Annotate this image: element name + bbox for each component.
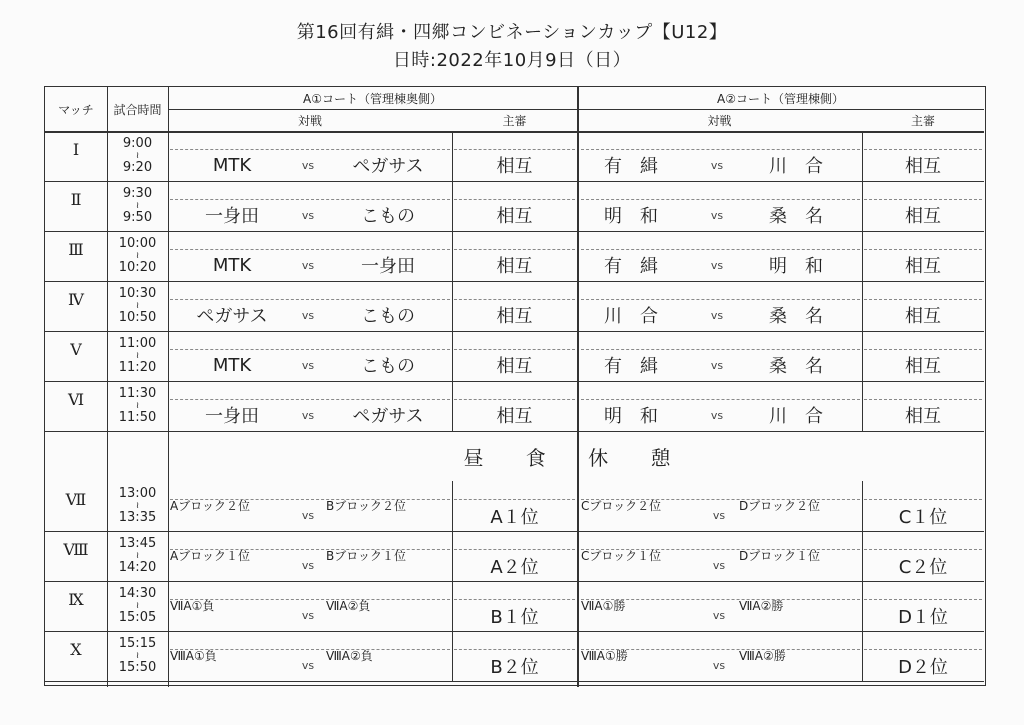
- a1-home-team: Aブロック１位: [170, 548, 250, 563]
- match-time: [107, 133, 168, 179]
- a1-home-team: MTK: [212, 354, 252, 376]
- vs-label: vs: [301, 158, 315, 172]
- vs-label: vs: [712, 658, 726, 672]
- a1-referee: B１位: [490, 607, 539, 628]
- schedule-table: [44, 86, 986, 686]
- tilde-mark: ≀: [135, 501, 140, 511]
- match-number: Ⅶ: [65, 489, 87, 509]
- a1-home-team: MTK: [212, 154, 252, 176]
- event-date: 日時:2022年10月9日（日）: [392, 50, 632, 71]
- start-time: 11:30: [118, 386, 157, 401]
- a2-away-team: ⅦA②勝: [739, 598, 784, 613]
- a2-referee: C１位: [898, 507, 948, 528]
- vs-label: vs: [712, 608, 726, 622]
- match-time: [107, 583, 168, 629]
- a1-home-team: MTK: [212, 254, 252, 276]
- a2-home-team: ⅧA①勝: [581, 648, 628, 663]
- vs-label: vs: [712, 558, 726, 572]
- a1-away-team: ⅧA②負: [326, 648, 373, 663]
- vs-label: vs: [301, 358, 315, 372]
- a2-home-team: 有 緝: [604, 156, 658, 177]
- match-time: [107, 233, 168, 279]
- end-time: 11:20: [118, 360, 157, 375]
- match-time: [107, 183, 168, 229]
- a1-referee: 相互: [496, 406, 533, 427]
- a1-away-team: ペガサス: [352, 406, 424, 427]
- start-time: 10:30: [118, 286, 157, 301]
- grid-line: [45, 631, 984, 632]
- vs-label: vs: [301, 558, 315, 572]
- grid-line: [45, 281, 984, 282]
- match-time: [107, 533, 168, 579]
- a2-away-team: 川 合: [769, 406, 823, 427]
- a1-referee: 相互: [496, 156, 533, 177]
- a1-away-team: こもの: [361, 206, 415, 227]
- a2-home-team: Cブロック２位: [581, 498, 662, 513]
- match-number: Ⅲ: [68, 239, 84, 259]
- vs-label: vs: [710, 208, 724, 222]
- a2-referee: 相互: [905, 356, 941, 377]
- start-time: 9:30: [122, 186, 153, 201]
- grid-line: [577, 87, 579, 687]
- a2-referee: C２位: [898, 557, 948, 578]
- vs-label: vs: [301, 608, 315, 622]
- a2-home-team: 明 和: [604, 206, 658, 227]
- match-number: Ⅷ: [63, 539, 89, 559]
- vs-label: vs: [301, 408, 315, 422]
- a1-home-team: ペガサス: [196, 306, 268, 327]
- tilde-mark: ≀: [135, 401, 140, 411]
- a2-away-team: 桑 名: [769, 356, 823, 377]
- page-title: 第16回有緝・四郷コンビネーションカップ【U12】: [296, 22, 728, 43]
- start-time: 14:30: [118, 586, 157, 601]
- match-time: [107, 283, 168, 329]
- vs-label: vs: [301, 508, 315, 522]
- match-time: [107, 483, 168, 529]
- tilde-mark: ≀: [135, 201, 140, 211]
- a2-referee: 相互: [905, 306, 941, 327]
- grid-line: [45, 581, 984, 582]
- match-number: Ⅰ: [72, 139, 80, 159]
- grid-line: [168, 109, 984, 110]
- match-number: Ⅹ: [70, 639, 82, 659]
- match-number: Ⅸ: [68, 589, 84, 609]
- vs-label: vs: [301, 208, 315, 222]
- court-a1-header: A①コート（管理棟奥側）: [303, 91, 442, 106]
- a2-home-team: ⅦA①勝: [581, 598, 626, 613]
- start-time: 10:00: [118, 236, 157, 251]
- a2-referee: D２位: [898, 657, 948, 678]
- end-time: 9:50: [122, 210, 153, 225]
- a1-referee: 相互: [496, 306, 533, 327]
- grid-line: [45, 181, 984, 182]
- a1-away-team: Bブロック１位: [326, 548, 406, 563]
- a1-referee: 相互: [496, 256, 533, 277]
- a1-away-team: こもの: [361, 356, 415, 377]
- grid-line: [45, 681, 984, 682]
- a1-referee: 相互: [496, 206, 533, 227]
- a2-away-team: 桑 名: [769, 206, 823, 227]
- end-time: 14:20: [118, 560, 157, 575]
- vs-label: vs: [710, 308, 724, 322]
- end-time: 13:35: [118, 510, 157, 525]
- end-time: 11:50: [118, 410, 157, 425]
- a2-referee: D１位: [898, 607, 948, 628]
- grid-line: [45, 331, 984, 332]
- a1-home-team: ⅧA①負: [170, 648, 217, 663]
- tilde-mark: ≀: [135, 651, 140, 661]
- start-time: 15:15: [118, 636, 157, 651]
- a2-away-team: 桑 名: [769, 306, 823, 327]
- vs-label: vs: [710, 358, 724, 372]
- a2-referee: 相互: [905, 206, 941, 227]
- vs-label: vs: [710, 158, 724, 172]
- start-time: 11:00: [118, 336, 157, 351]
- a2-vs-header: 対戦: [707, 113, 732, 128]
- a1-referee: A１位: [490, 507, 539, 528]
- a1-away-team: Bブロック２位: [326, 498, 406, 513]
- a1-home-team: 一身田: [205, 206, 259, 227]
- a2-referee-header: 主審: [910, 113, 935, 128]
- a1-home-team: Aブロック２位: [170, 498, 250, 513]
- grid-line: [45, 231, 984, 232]
- a2-away-team: 明 和: [769, 256, 823, 277]
- grid-line: [45, 381, 984, 382]
- match-time: [107, 333, 168, 379]
- end-time: 10:50: [118, 310, 157, 325]
- a1-away-team: ⅦA②負: [326, 598, 371, 613]
- a2-home-team: 有 緝: [604, 356, 658, 377]
- a2-away-team: 川 合: [769, 156, 823, 177]
- a1-referee-header: 主審: [502, 113, 527, 128]
- a2-away-team: Dブロック１位: [739, 548, 821, 563]
- a2-referee: 相互: [905, 406, 941, 427]
- a2-referee: 相互: [905, 156, 941, 177]
- a2-home-team: Cブロック１位: [581, 548, 662, 563]
- tilde-mark: ≀: [135, 251, 140, 261]
- a2-home-team: 有 緝: [604, 256, 658, 277]
- vs-label: vs: [712, 508, 726, 522]
- a2-home-team: 川 合: [604, 306, 658, 327]
- tilde-mark: ≀: [135, 151, 140, 161]
- match-time: [107, 633, 168, 679]
- a2-referee: 相互: [905, 256, 941, 277]
- match-time: [107, 383, 168, 429]
- grid-line: [45, 531, 984, 532]
- a1-home-team: 一身田: [205, 406, 259, 427]
- tilde-mark: ≀: [135, 601, 140, 611]
- vs-label: vs: [301, 258, 315, 272]
- tilde-mark: ≀: [135, 301, 140, 311]
- vs-label: vs: [710, 258, 724, 272]
- start-time: 9:00: [122, 136, 153, 151]
- tilde-mark: ≀: [135, 551, 140, 561]
- time-header: 試合時間: [113, 102, 162, 117]
- a1-home-team: ⅦA①負: [170, 598, 215, 613]
- start-time: 13:45: [118, 536, 157, 551]
- a1-referee: 相互: [496, 356, 533, 377]
- end-time: 15:05: [118, 610, 157, 625]
- grid-line: [168, 87, 169, 687]
- a1-vs-header: 対戦: [297, 113, 322, 128]
- match-number: Ⅵ: [67, 389, 85, 409]
- a1-away-team: ペガサス: [352, 156, 424, 177]
- match-number: Ⅴ: [70, 339, 82, 359]
- a1-referee: B２位: [490, 657, 539, 678]
- vs-label: vs: [710, 408, 724, 422]
- end-time: 10:20: [118, 260, 157, 275]
- tilde-mark: ≀: [135, 351, 140, 361]
- a1-away-team: 一身田: [361, 256, 415, 277]
- court-a2-header: A②コート（管理棟側）: [717, 91, 844, 106]
- a2-home-team: 明 和: [604, 406, 658, 427]
- a2-away-team: ⅧA②勝: [739, 648, 786, 663]
- grid-line: [45, 131, 984, 133]
- a2-away-team: Dブロック２位: [739, 498, 821, 513]
- a1-referee: A２位: [490, 557, 539, 578]
- lunch-break: 昼 食 休 憩: [463, 445, 689, 470]
- match-header: マッチ: [58, 102, 94, 117]
- start-time: 13:00: [118, 486, 157, 501]
- match-number: Ⅳ: [68, 289, 84, 309]
- end-time: 9:20: [122, 160, 153, 175]
- match-number: Ⅱ: [70, 189, 82, 209]
- a1-away-team: こもの: [361, 306, 415, 327]
- vs-label: vs: [301, 658, 315, 672]
- vs-label: vs: [301, 308, 315, 322]
- end-time: 15:50: [118, 660, 157, 675]
